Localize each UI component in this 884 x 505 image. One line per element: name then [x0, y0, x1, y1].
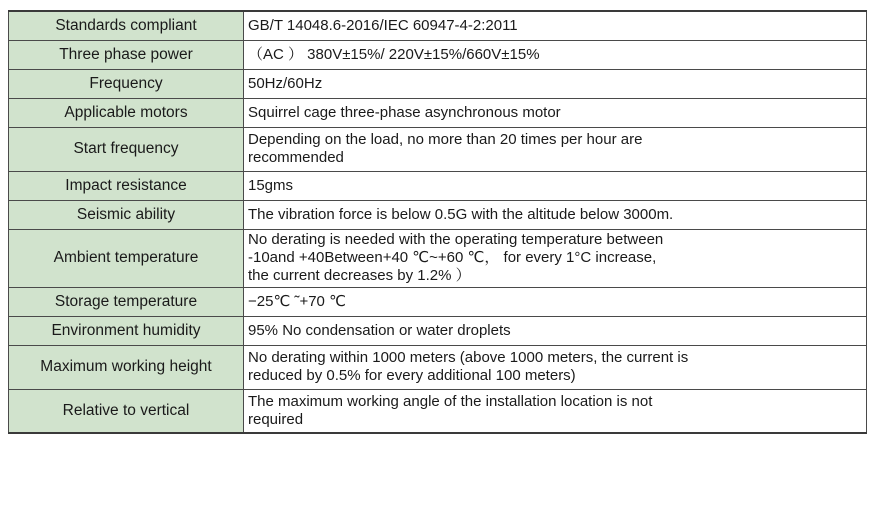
spec-value — [244, 316, 867, 345]
table-row — [9, 127, 867, 171]
table-row — [9, 11, 867, 40]
table-row — [9, 200, 867, 229]
spec-value-line: No derating within 1000 meters (above 1000 meters, the current is — [248, 349, 689, 366]
spec-value — [244, 389, 867, 433]
table-row — [9, 287, 867, 316]
spec-value-line: 95% No condensation or water droplets — [248, 321, 511, 339]
spec-value — [244, 40, 867, 69]
spec-label: Seismic ability — [9, 200, 244, 229]
spec-value-line: required — [248, 410, 304, 428]
spec-label: Frequency — [9, 69, 244, 98]
spec-label: Storage temperature — [9, 287, 244, 316]
spec-value — [244, 98, 867, 127]
spec-value — [244, 127, 867, 171]
table-row — [9, 229, 867, 287]
table-row — [9, 316, 867, 345]
spec-value — [244, 200, 867, 229]
spec-value — [244, 11, 867, 40]
spec-value-line: GB/T 14048.6-2016/IEC 60947-4-2:2011 — [248, 16, 518, 34]
spec-value-line: The vibration force is below 0.5G with the altitude below 3000m. — [248, 205, 674, 223]
spec-label: Ambient temperature — [9, 229, 244, 287]
spec-label: Impact resistance — [9, 171, 244, 200]
spec-value — [244, 171, 867, 200]
spec-table — [8, 10, 867, 434]
table-row — [9, 345, 867, 389]
table-row — [9, 98, 867, 127]
table-row — [9, 40, 867, 69]
spec-value-line: 50Hz/60Hz — [248, 74, 323, 92]
spec-label: Maximum working height — [9, 345, 244, 389]
spec-value — [244, 69, 867, 98]
spec-value-line: Squirrel cage three-phase asynchronous motor — [248, 103, 561, 121]
spec-label: Three phase power — [9, 40, 244, 69]
spec-label: Start frequency — [9, 127, 244, 171]
spec-value-line: -10and +40Between+40 ℃~+60 ℃， for every 1°C increase, — [248, 249, 657, 266]
spec-label: Applicable motors — [9, 98, 244, 127]
table-row — [9, 69, 867, 98]
spec-value — [244, 345, 867, 389]
spec-label: Relative to vertical — [9, 389, 244, 433]
table-row — [9, 389, 867, 433]
table-row — [9, 171, 867, 200]
spec-value-line: （AC ） 380V±15%/ 220V±15%/660V±15% — [248, 45, 540, 63]
spec-value-line: −25℃ ˜+70 ℃ — [248, 292, 346, 310]
spec-label: Environment humidity — [9, 316, 244, 345]
spec-value-line: reduced by 0.5% for every additional 100 meters) — [248, 367, 576, 384]
spec-value-line: Depending on the load, no more than 20 times per hour are — [248, 131, 643, 148]
spec-value — [244, 287, 867, 316]
spec-label: Standards compliant — [9, 11, 244, 40]
spec-value-line: The maximum working angle of the installation location is not — [248, 392, 653, 410]
spec-value-line: recommended — [248, 149, 344, 166]
spec-value — [244, 229, 867, 287]
spec-value-line: 15gms — [248, 176, 294, 194]
spec-value-line: No derating is needed with the operating temperature between — [248, 231, 664, 248]
spec-value-line: the current decreases by 1.2% ） — [248, 267, 471, 284]
